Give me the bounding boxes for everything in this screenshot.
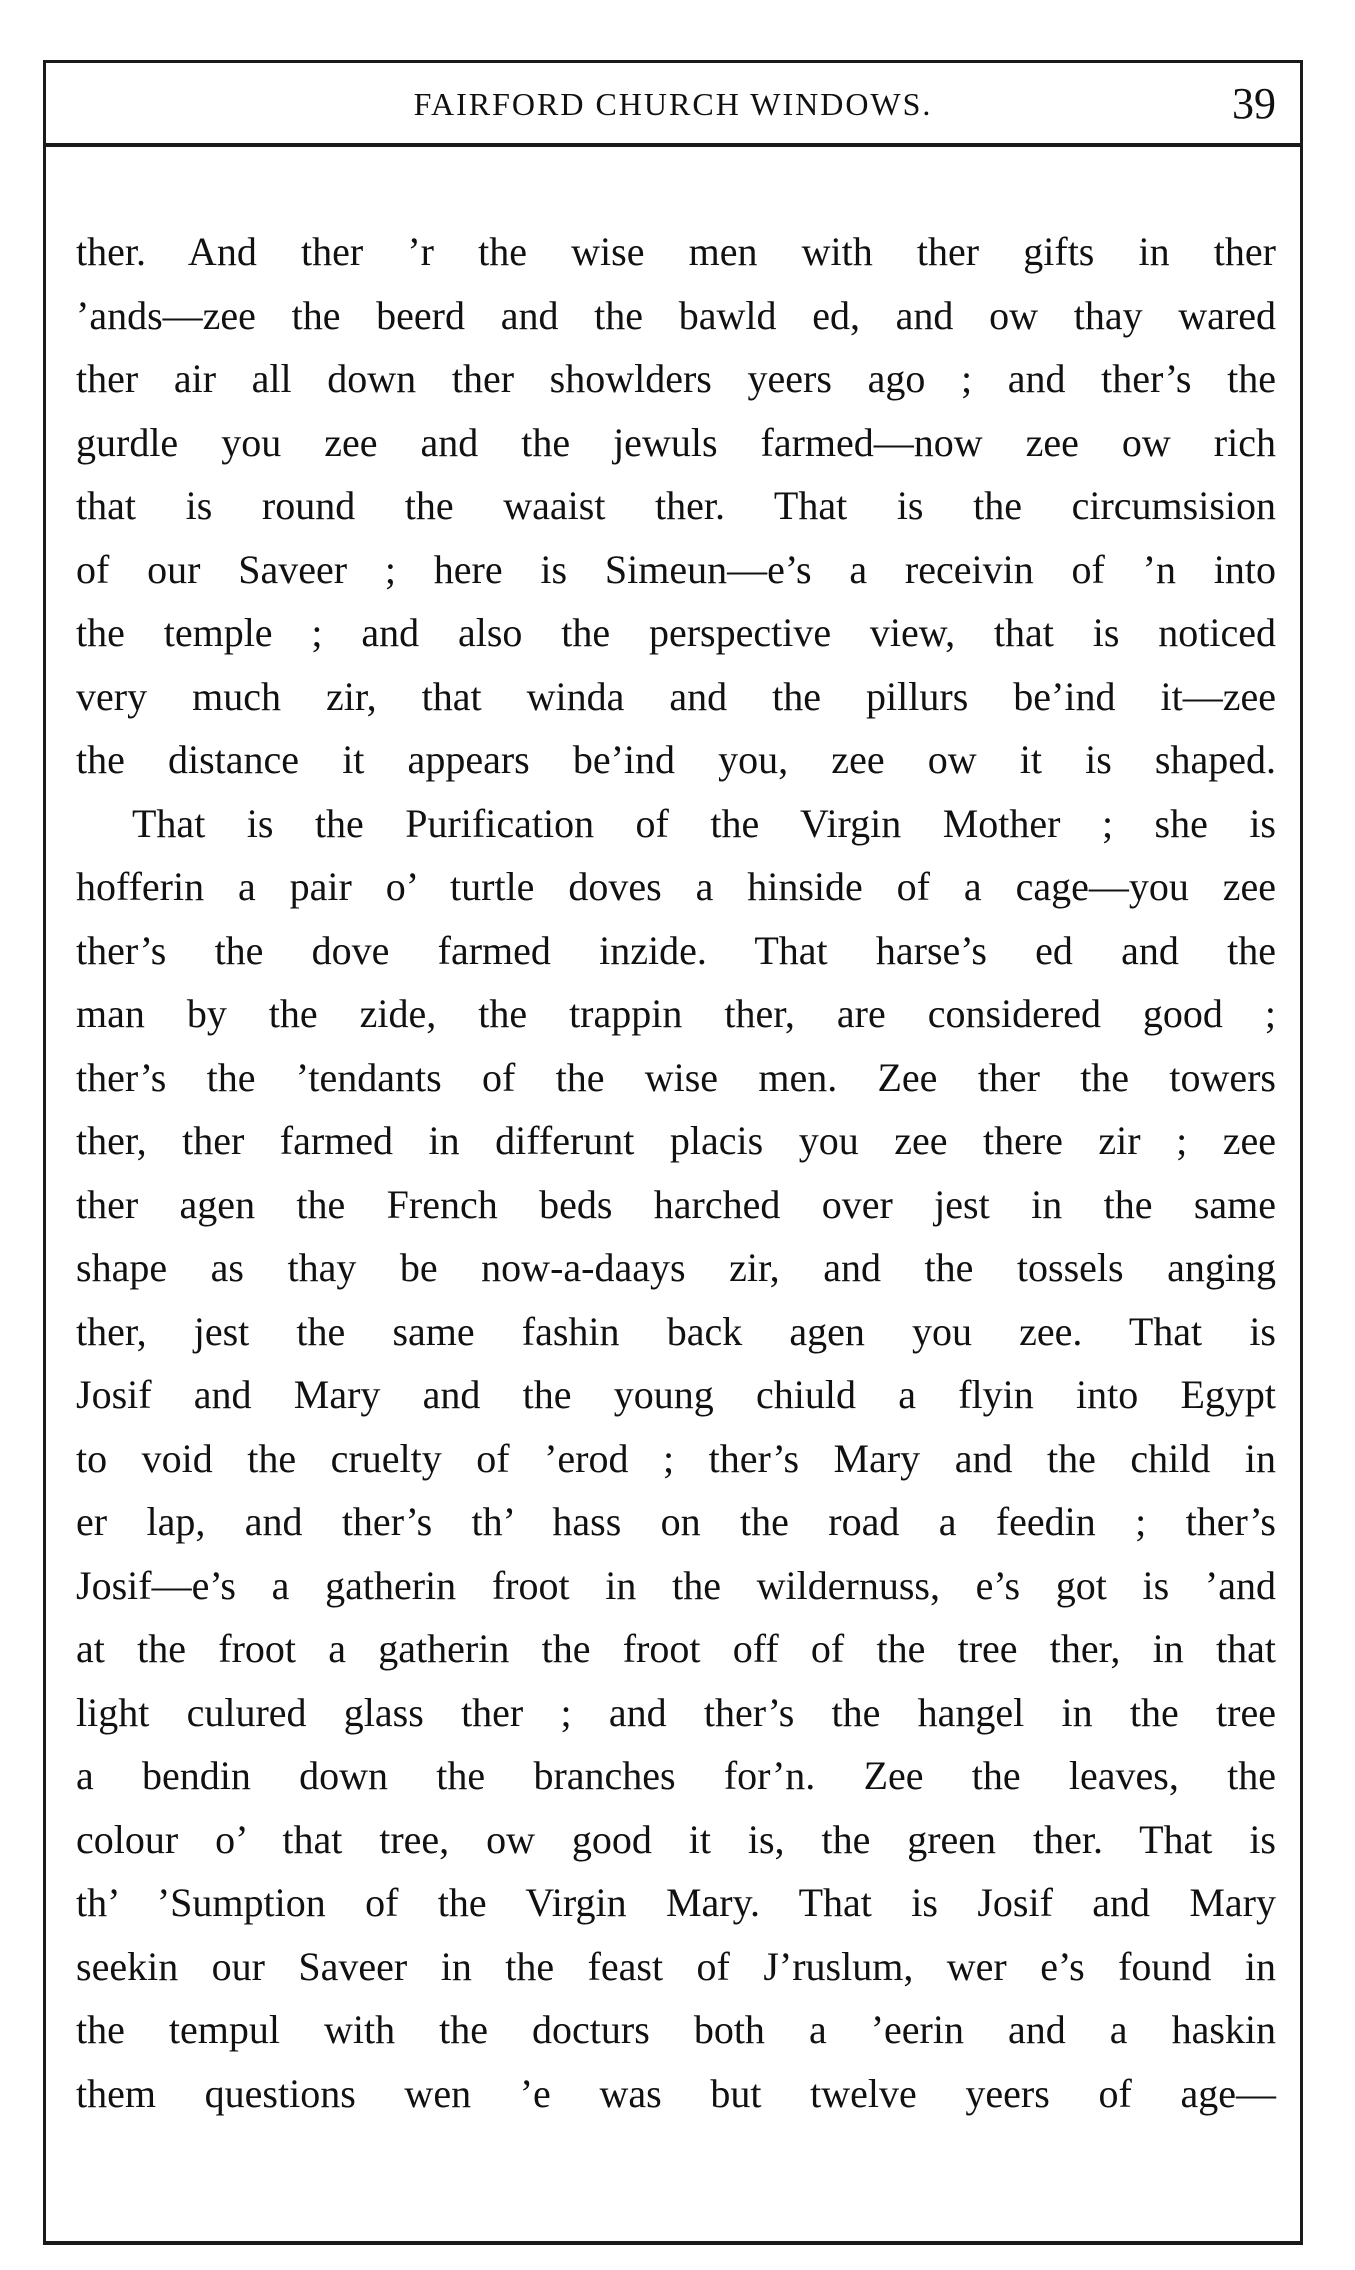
text-line: man by the zide, the trappin ther, are considered good ; xyxy=(76,991,1276,1036)
text-line: er lap, and ther’s th’ hass on the road a feedin ; ther’s xyxy=(76,1499,1276,1544)
text-line: ther air all down ther showlders yeers ago ; and ther’s the xyxy=(76,356,1276,401)
text-line: colour o’ that tree, ow good it is, the green ther. That is xyxy=(76,1816,1276,1862)
text-line: Josif and Mary and the young chiuld a flyin into Egypt xyxy=(76,1372,1276,1417)
text-line: of our Saveer ; here is Simeun—e’s a receivin of ’n into xyxy=(76,546,1276,592)
text-line: shape as thay be now-a-daays zir, and the tossels anging xyxy=(76,1245,1276,1290)
text-line: Josif—e’s a gatherin froot in the wildernuss, e’s got is ’and xyxy=(76,1562,1276,1608)
text-line: th’ ’Sumption of the Virgin Mary. That is Josif and Mary xyxy=(76,1880,1276,1925)
running-head xyxy=(46,62,1300,147)
text-line: ther’s the dove farmed inzide. That harse’s ed and the xyxy=(76,927,1276,973)
text-line: ther. And ther ’r the wise men with ther gifts in ther xyxy=(76,229,1276,274)
running-title: FAIRFORD CHURCH WINDOWS. xyxy=(413,86,933,122)
text-line: to void the cruelty of ’erod ; ther’s Mary and the child in xyxy=(76,1435,1276,1481)
text-line: hofferin a pair o’ turtle doves a hinside of a cage—you zee xyxy=(76,864,1276,909)
text-line: them questions wen ’e was but twelve yeers of age— xyxy=(76,2070,1276,2116)
text-line: ’ands—zee the beerd and the bawld ed, and ow thay wared xyxy=(76,292,1276,338)
text-line: very much zir, that winda and the pillurs be’ind it—zee xyxy=(76,673,1276,719)
text-line: light culured glass ther ; and ther’s the hangel in the tree xyxy=(76,1689,1276,1735)
text-line: the temple ; and also the perspective view, that is noticed xyxy=(76,610,1276,655)
body-text xyxy=(76,220,1276,2125)
text-line: at the froot a gatherin the froot off of the tree ther, in that xyxy=(76,1626,1276,1671)
paragraph-start-line: That is the Purification of the Virgin Mother ; she is xyxy=(132,800,1276,846)
text-line: the distance it appears be’ind you, zee ow it is shaped. xyxy=(76,737,1276,782)
text-line: seekin our Saveer in the feast of J’ruslum, wer e’s found in xyxy=(76,1943,1276,1989)
text-line: ther, jest the same fashin back agen you zee. That is xyxy=(76,1308,1276,1354)
page-number: 39 xyxy=(1232,79,1276,128)
text-line: that is round the waaist ther. That is the circumsision xyxy=(76,483,1276,528)
text-line: gurdle you zee and the jewuls farmed—now zee ow rich xyxy=(76,419,1276,465)
text-line: a bendin down the branches for’n. Zee the leaves, the xyxy=(76,1753,1276,1798)
text-line: ther, ther farmed in differunt placis you zee there zir ; zee xyxy=(76,1118,1276,1163)
text-line: the tempul with the docturs both a ’eerin and a haskin xyxy=(76,2007,1276,2052)
text-line: ther’s the ’tendants of the wise men. Zee ther the towers xyxy=(76,1054,1276,1100)
text-line: ther agen the French beds harched over jest in the same xyxy=(76,1181,1276,1227)
